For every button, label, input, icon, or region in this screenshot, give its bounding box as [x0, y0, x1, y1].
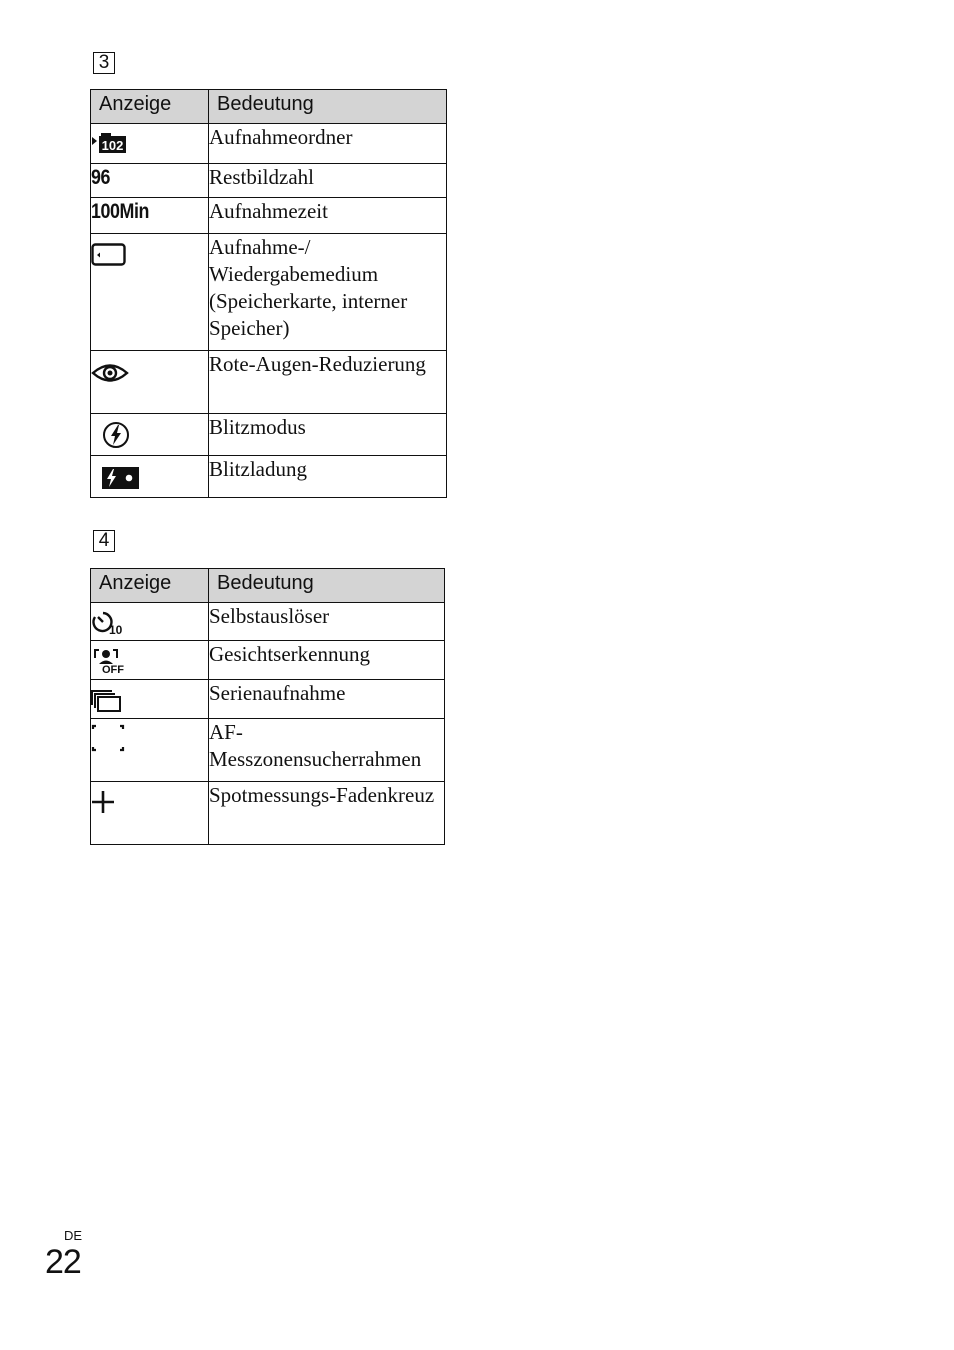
- meaning-cell: Rote-Augen-Reduzierung: [209, 351, 447, 414]
- table-row: [91, 603, 445, 641]
- table-row: [91, 641, 445, 680]
- meaning-cell: Aufnahmeordner: [209, 124, 447, 164]
- recording-time-indicator: 100Min: [91, 200, 149, 223]
- burst-icon: [91, 689, 123, 713]
- flash-charge-icon: [102, 466, 140, 490]
- svg-text:102: 102: [101, 138, 124, 153]
- page-language: DE: [64, 1228, 83, 1243]
- table-header: [91, 569, 445, 603]
- header-meaning: Bedeutung: [209, 569, 445, 603]
- header-meaning: Bedeutung: [209, 90, 447, 124]
- svg-text:OFF: OFF: [102, 664, 124, 674]
- header-indicator: Anzeige: [91, 90, 209, 124]
- folder-102-icon: [91, 132, 127, 154]
- table-row: [91, 351, 447, 414]
- table-row: [91, 124, 447, 164]
- table-row: [91, 164, 447, 198]
- table-row: [91, 782, 445, 845]
- meaning-cell: Blitzmodus: [209, 414, 447, 456]
- red-eye-icon: [91, 361, 129, 385]
- indicator-table-4: [90, 568, 445, 845]
- meaning-cell: Aufnahmezeit: [209, 198, 447, 234]
- flash-mode-icon: [102, 421, 130, 449]
- meaning-cell: Blitzladung: [209, 456, 447, 498]
- meaning-cell: Serienaufnahme: [209, 680, 445, 719]
- meaning-cell: AF-Messzonensucherrahmen: [209, 719, 445, 782]
- table-row: [91, 198, 447, 234]
- meaning-cell: Selbstauslöser: [209, 603, 445, 641]
- page-number: 22: [45, 1243, 81, 1281]
- meaning-cell: Restbildzahl: [209, 164, 447, 198]
- af-frame-icon: [91, 724, 127, 754]
- crosshair-icon: [91, 790, 117, 816]
- remaining-images-indicator: 96: [91, 166, 111, 189]
- indicator-table-3: [90, 89, 447, 498]
- table-row: [91, 414, 447, 456]
- table-row: [91, 456, 447, 498]
- table-row: [91, 680, 445, 719]
- table-row: [91, 719, 445, 782]
- svg-text:10: 10: [109, 623, 123, 635]
- self-timer-icon: [91, 609, 127, 635]
- header-indicator: Anzeige: [91, 569, 209, 603]
- face-detection-off-icon: [91, 646, 131, 674]
- section-3-marker: 3: [93, 52, 115, 74]
- meaning-cell: Spotmessungs-Fadenkreuz: [209, 782, 445, 845]
- memory-card-icon: [91, 243, 127, 267]
- meaning-cell: Gesichtserkennung: [209, 641, 445, 680]
- section-4-marker: 4: [93, 530, 115, 552]
- table-header: [91, 90, 447, 124]
- meaning-cell: Aufnahme-/ Wiedergabemedium (Speicherkarte, interner Speicher): [209, 234, 447, 351]
- table-row: [91, 234, 447, 351]
